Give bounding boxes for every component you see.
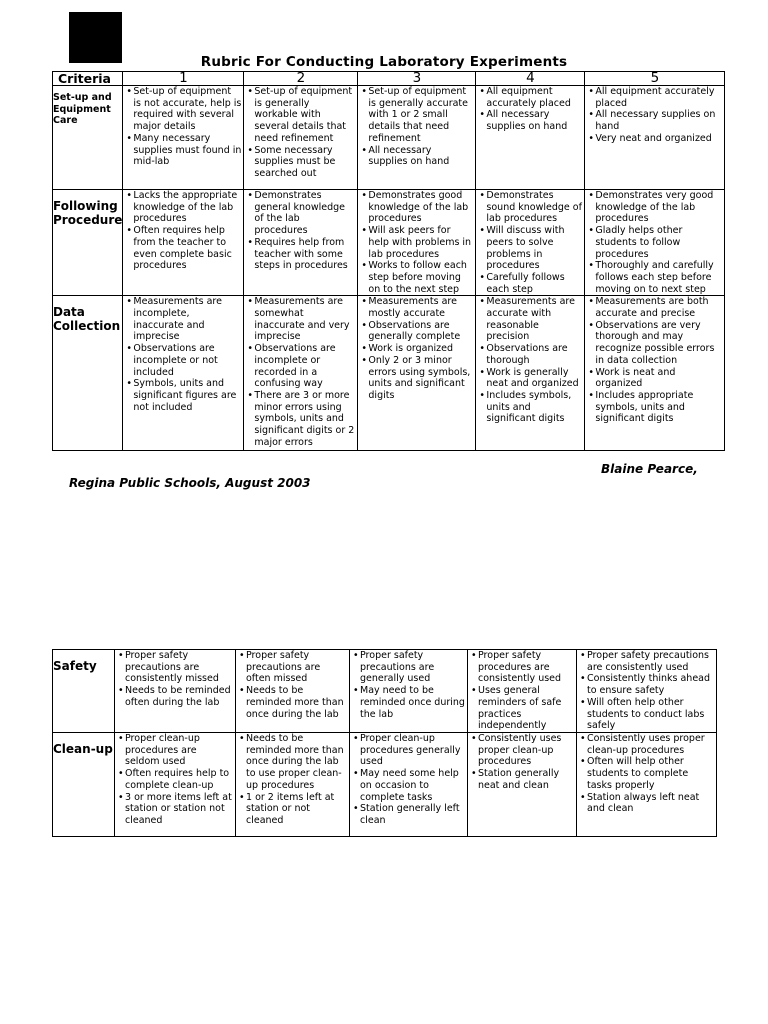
rubric-bullet: • Proper clean-up procedures generally used bbox=[350, 733, 467, 768]
rubric-table-1 bbox=[52, 71, 725, 451]
rubric-bullet: • Observations are generally complete bbox=[358, 320, 475, 343]
rubric-bullet: • Will often help other students to conduct labs safely bbox=[577, 697, 716, 732]
rubric-bullet: • Set-up of equipment is generally accurate with 1 or 2 small details that need refinement bbox=[358, 86, 475, 145]
rubric-bullet: • Symbols, units and significant figures are not included bbox=[123, 378, 243, 413]
rubric-bullet: • Work is organized bbox=[358, 343, 475, 355]
rubric-cell bbox=[585, 190, 725, 296]
rubric-bullet: • Only 2 or 3 minor errors using symbols, units and significant digits bbox=[358, 355, 475, 402]
rubric-bullet: • All equipment accurately placed bbox=[476, 86, 584, 109]
rubric-cell bbox=[115, 733, 236, 837]
rubric-bullet: • Proper safety precautions are consistently used bbox=[577, 650, 716, 673]
rubric-bullet: • May need some help on occasion to complete tasks bbox=[350, 768, 467, 803]
rubric-bullet: • Often will help other students to complete tasks properly bbox=[577, 756, 716, 791]
rubric-bullet: • Requires help from teacher with some steps in procedures bbox=[244, 237, 357, 272]
rubric-cell bbox=[577, 650, 717, 733]
rubric-bullet: • Includes appropriate symbols, units and significant digits bbox=[585, 390, 724, 425]
rubric-bullet: • Proper safety precautions are generally used bbox=[350, 650, 467, 685]
rubric-cell bbox=[585, 86, 725, 190]
rubric-table-2 bbox=[52, 649, 717, 837]
rubric-bullet: • Carefully follows each step bbox=[476, 272, 584, 295]
rubric-bullet: • Observations are incomplete or not included bbox=[123, 343, 243, 378]
bullet-list bbox=[476, 86, 584, 133]
rubric-cell bbox=[123, 190, 244, 296]
rubric-bullet: • 1 or 2 items left at station or not cleaned bbox=[236, 792, 349, 827]
rubric-cell bbox=[358, 86, 476, 190]
rubric-bullet: • Proper safety procedures are consistently used bbox=[468, 650, 576, 685]
bullet-list bbox=[350, 650, 467, 720]
bullet-list bbox=[358, 296, 475, 401]
bullet-list bbox=[476, 296, 584, 425]
rubric-bullet: • Some necessary supplies must be searched out bbox=[244, 145, 357, 180]
rubric-bullet: • Observations are incomplete or recorded in a confusing way bbox=[244, 343, 357, 390]
rubric-bullet: • Needs to be reminded more than once during the lab bbox=[236, 685, 349, 720]
rubric-cell bbox=[468, 650, 577, 733]
criterion-label: Safety bbox=[53, 650, 115, 733]
table-row bbox=[53, 733, 717, 837]
rubric-cell bbox=[236, 650, 350, 733]
rubric-cell bbox=[244, 296, 358, 451]
level-header: 3 bbox=[358, 72, 476, 86]
rubric-cell bbox=[350, 650, 468, 733]
table-row bbox=[53, 190, 725, 296]
rubric-cell bbox=[115, 650, 236, 733]
rubric-bullet: • Uses general reminders of safe practices independently bbox=[468, 685, 576, 732]
bullet-list bbox=[358, 86, 475, 168]
rubric-bullet: • Needs to be reminded often during the lab bbox=[115, 685, 235, 708]
rubric-bullet: • There are 3 or more minor errors using symbols, units and significant digits or 2 major errors bbox=[244, 390, 357, 449]
rubric-bullet: • Measurements are accurate with reasonable precision bbox=[476, 296, 584, 343]
table-row bbox=[53, 86, 725, 190]
criterion-label: Set-up and Equipment Care bbox=[53, 86, 123, 190]
rubric-bullet: • Demonstrates very good knowledge of the lab procedures bbox=[585, 190, 724, 225]
author-credit: Blaine Pearce, bbox=[601, 462, 698, 476]
rubric-bullet: • Station always left neat and clean bbox=[577, 792, 716, 815]
rubric-cell bbox=[350, 733, 468, 837]
bullet-list bbox=[468, 650, 576, 732]
bullet-list bbox=[236, 733, 349, 827]
rubric-bullet: • All necessary supplies on hand bbox=[585, 109, 724, 132]
bullet-list bbox=[350, 733, 467, 827]
rubric-bullet: • Observations are very thorough and may recognize possible errors in data collection bbox=[585, 320, 724, 367]
rubric-bullet: • Many necessary supplies must found in mid-lab bbox=[123, 133, 243, 168]
bullet-list bbox=[577, 650, 716, 732]
bullet-list bbox=[123, 190, 243, 272]
rubric-bullet: • Set-up of equipment is generally workable with several details that need refinement bbox=[244, 86, 357, 145]
rubric-bullet: • Works to follow each step before moving on to the next step bbox=[358, 260, 475, 295]
criterion-label: Data Collection bbox=[53, 296, 123, 451]
rubric-bullet: • Work is neat and organized bbox=[585, 367, 724, 390]
rubric-bullet: • Often requires help to complete clean-up bbox=[115, 768, 235, 791]
rubric-cell bbox=[358, 296, 476, 451]
rubric-bullet: • Observations are thorough bbox=[476, 343, 584, 366]
rubric-bullet: • Proper clean-up procedures are seldom used bbox=[115, 733, 235, 768]
rubric-bullet: • Consistently uses proper clean-up procedures bbox=[468, 733, 576, 768]
rubric-cell bbox=[476, 86, 585, 190]
bullet-list bbox=[115, 733, 235, 827]
rubric-cell bbox=[585, 296, 725, 451]
page-title: Rubric For Conducting Laboratory Experiments bbox=[200, 54, 568, 70]
rubric-bullet: • Demonstrates general knowledge of the lab procedures bbox=[244, 190, 357, 237]
rubric-bullet: • Often requires help from the teacher to even complete basic procedures bbox=[123, 225, 243, 272]
bullet-list bbox=[476, 190, 584, 295]
rubric-cell bbox=[577, 733, 717, 837]
rubric-cell bbox=[476, 296, 585, 451]
bullet-list bbox=[236, 650, 349, 720]
rubric-bullet: • Consistently thinks ahead to ensure safety bbox=[577, 673, 716, 696]
rubric-bullet: • Will discuss with peers to solve problems in procedures bbox=[476, 225, 584, 272]
rubric-bullet: • Lacks the appropriate knowledge of the lab procedures bbox=[123, 190, 243, 225]
table-row bbox=[53, 650, 717, 733]
rubric-bullet: • May need to be reminded once during the lab bbox=[350, 685, 467, 720]
level-header: 4 bbox=[476, 72, 585, 86]
bullet-list bbox=[244, 296, 357, 448]
bullet-list bbox=[577, 733, 716, 815]
rubric-bullet: • Includes symbols, units and significant digits bbox=[476, 390, 584, 425]
rubric-cell bbox=[244, 190, 358, 296]
criterion-label: Following Procedure bbox=[53, 190, 123, 296]
rubric-cell bbox=[244, 86, 358, 190]
rubric-bullet: • Will ask peers for help with problems in lab procedures bbox=[358, 225, 475, 260]
rubric-bullet: • Measurements are somewhat inaccurate and very imprecise bbox=[244, 296, 357, 343]
rubric-bullet: • Set-up of equipment is not accurate, help is required with several major details bbox=[123, 86, 243, 133]
rubric-bullet: • Station generally left clean bbox=[350, 803, 467, 826]
organization-credit: Regina Public Schools, August 2003 bbox=[69, 476, 311, 490]
rubric-bullet: • Gladly helps other students to follow procedures bbox=[585, 225, 724, 260]
rubric-cell bbox=[468, 733, 577, 837]
bullet-list bbox=[358, 190, 475, 295]
rubric-bullet: • All necessary supplies on hand bbox=[476, 109, 584, 132]
rubric-bullet: • Demonstrates sound knowledge of lab procedures bbox=[476, 190, 584, 225]
criterion-label: Clean-up bbox=[53, 733, 115, 837]
rubric-bullet: • Thoroughly and carefully follows each step before moving on to next step bbox=[585, 260, 724, 295]
bullet-list bbox=[468, 733, 576, 792]
rubric-bullet: • Measurements are both accurate and precise bbox=[585, 296, 724, 319]
level-header: 5 bbox=[585, 72, 725, 86]
bullet-list bbox=[585, 190, 724, 295]
rubric-bullet: • Proper safety precautions are often missed bbox=[236, 650, 349, 685]
rubric-cell bbox=[358, 190, 476, 296]
rubric-bullet: • Needs to be reminded more than once during the lab to use proper clean-up procedures bbox=[236, 733, 349, 792]
rubric-cell bbox=[476, 190, 585, 296]
rubric-bullet: • Very neat and organized bbox=[585, 133, 724, 145]
bullet-list bbox=[123, 86, 243, 168]
rubric-bullet: • Station generally neat and clean bbox=[468, 768, 576, 791]
rubric-bullet: • Measurements are mostly accurate bbox=[358, 296, 475, 319]
table-header-row bbox=[53, 72, 725, 86]
rubric-bullet: • Consistently uses proper clean-up procedures bbox=[577, 733, 716, 756]
rubric-bullet: • Proper safety precautions are consistently missed bbox=[115, 650, 235, 685]
rubric-bullet: • Measurements are incomplete, inaccurate and imprecise bbox=[123, 296, 243, 343]
bullet-list bbox=[585, 296, 724, 425]
bullet-list bbox=[244, 86, 357, 180]
rubric-bullet: • Demonstrates good knowledge of the lab procedures bbox=[358, 190, 475, 225]
rubric-cell bbox=[123, 296, 244, 451]
level-header: 2 bbox=[244, 72, 358, 86]
rubric-bullet: • Work is generally neat and organized bbox=[476, 367, 584, 390]
bullet-list bbox=[244, 190, 357, 272]
rubric-cell bbox=[236, 733, 350, 837]
rubric-bullet: • All equipment accurately placed bbox=[585, 86, 724, 109]
rubric-cell bbox=[123, 86, 244, 190]
bullet-list bbox=[115, 650, 235, 709]
table-row bbox=[53, 296, 725, 451]
rubric-bullet: • 3 or more items left at station or station not cleaned bbox=[115, 792, 235, 827]
criteria-header: Criteria bbox=[53, 72, 123, 86]
rubric-bullet: • All necessary supplies on hand bbox=[358, 145, 475, 168]
level-header: 1 bbox=[123, 72, 244, 86]
bullet-list bbox=[585, 86, 724, 145]
bullet-list bbox=[123, 296, 243, 413]
